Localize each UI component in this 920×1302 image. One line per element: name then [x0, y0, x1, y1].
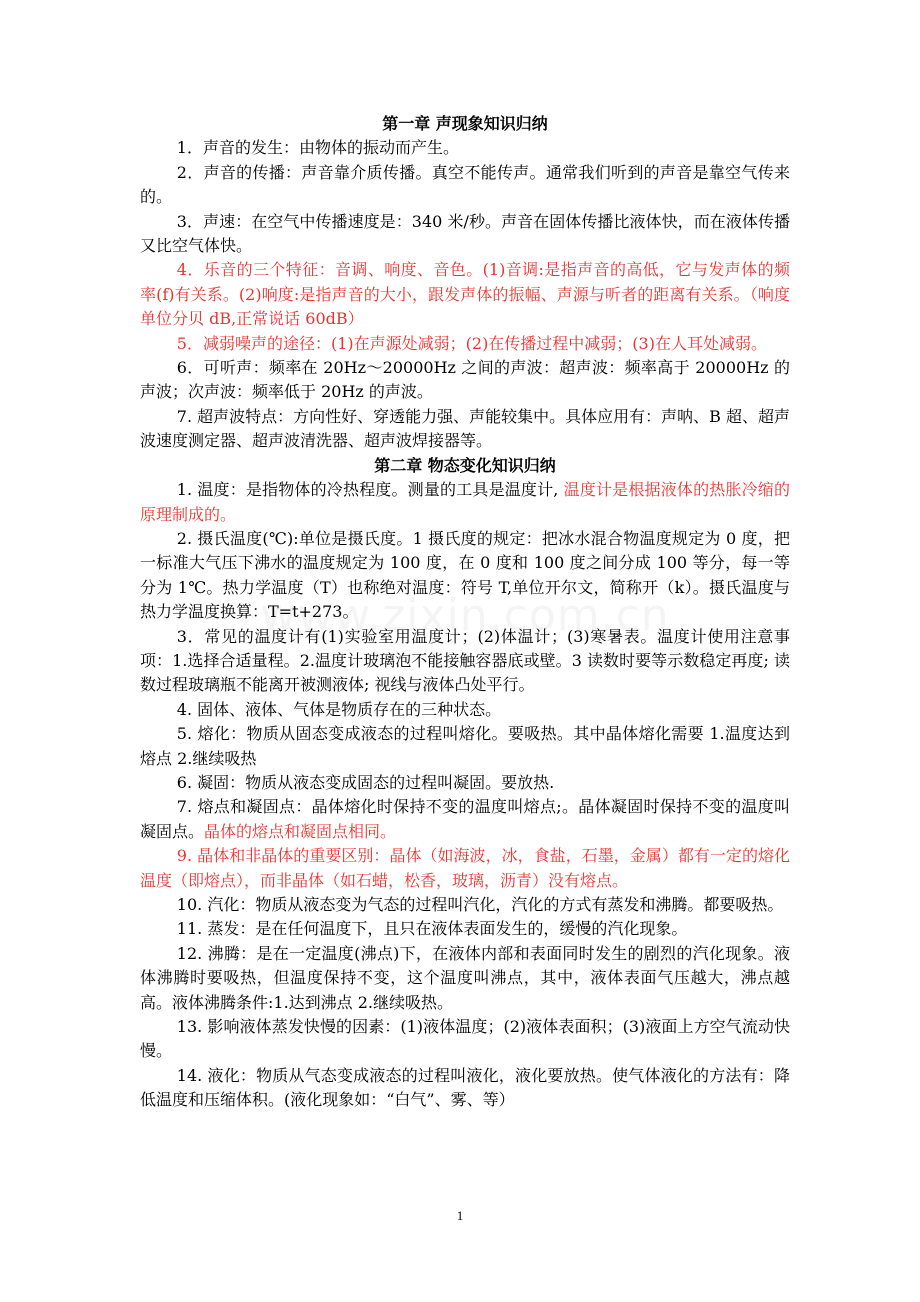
item-text: 3．声速：在空气中传播速度是：340 米/秒。声音在固体传播比液体快，而在液体传播又比空气体快。 — [140, 211, 790, 256]
item-text: 6．可听声：频率在 20Hz～20000Hz 之间的声波：超声波：频率高于 20000Hz 的声波；次声波：频率低于 20Hz 的声波。 — [140, 358, 790, 402]
item-highlight-text: 9. 晶体和非晶体的重要区别：晶体（如海波，冰，食盐，石墨，金属）都有一定的熔化温度（即熔点），而非晶体（如石蜡，松香，玻璃，沥青）没有熔点。 — [140, 846, 790, 890]
chapter-2-item — [140, 1064, 790, 1113]
item-text: 13. 影响液体蒸发快慢的因素：(1)液体温度；(2)液体表面积；(3)液面上方空气流动快慢。 — [140, 1017, 790, 1061]
item-text: 6. 凝固：物质从液态变成固态的过程叫凝固。要放热. — [176, 772, 555, 792]
chapter-2-item — [140, 698, 790, 722]
chapter-1-item — [140, 332, 790, 356]
chapter-2-item — [140, 527, 790, 625]
chapter-1-item — [140, 136, 790, 160]
chapter-1-title: 第一章 声现象知识归纳 — [382, 114, 548, 133]
chapter-2-item — [140, 771, 790, 795]
item-highlight-text: 温度计是根据液体的热胀冷缩的原理制成的。 — [140, 480, 790, 524]
chapter-1-item — [140, 210, 790, 259]
item-text: 7. 熔点和凝固点：晶体熔化时保持不变的温度叫熔点;。晶体凝固时保持不变的温度叫凝固点。 — [140, 797, 790, 841]
chapter-2-item — [140, 1015, 790, 1064]
chapter-2-item — [140, 625, 790, 698]
item-text: 14. 液化：物质从气态变成液态的过程叫液化，液化要放热。使气体液化的方法有：降低温度和压缩体积。(液化现象如：“白气”、雾、等） — [140, 1065, 790, 1110]
item-text: 11. 蒸发：是在任何温度下，且只在液体表面发生的，缓慢的汽化现象。 — [176, 919, 688, 939]
chapter-1-item — [140, 258, 790, 331]
document-body — [140, 112, 790, 1113]
chapter-2-item — [140, 893, 790, 917]
chapter-2-item — [140, 478, 790, 527]
chapter-1-item — [140, 356, 790, 405]
chapter-2-item — [140, 844, 790, 893]
item-text: 7. 超声波特点：方向性好、穿透能力强、声能较集中。具体应用有：声呐、B 超、超声波速度测定器、超声波清洗器、超声波焊接器等。 — [140, 406, 790, 451]
item-text: 3．常见的温度计有(1)实验室用温度计；(2)体温计；(3)寒暑表。温度计使用注意事项：1.选择合适量程。2.温度计玻璃泡不能接触容器底或壁。3 读数时要等示数稳定再度; 读数过程玻璃瓶不能离开被测液体; 视线与液体凸处平行。 — [140, 626, 790, 695]
item-highlight-text: 4．乐音的三个特征：音调、响度、音色。(1)音调:是指声音的高低，它与发声体的频率(f)有关系。(2)响度:是指声音的大小，跟发声体的振幅、声源与听者的距离有关系。（响度单位分贝 dB,正常说话 60dB） — [140, 260, 790, 329]
item-text: 5. 熔化：物质从固态变成液态的过程叫熔化。要吸热。其中晶体熔化需要 1.温度达到熔点 2.继续吸热 — [140, 724, 790, 768]
item-text: 10. 汽化：物质从液态变为气态的过程叫汽化，汽化的方式有蒸发和沸腾。都要吸热。 — [176, 895, 784, 914]
item-text: 2. 摄氏温度(℃):单位是摄氏度。1 摄氏度的规定：把冰水混合物温度规定为 0 度，把一标准大气压下沸水的温度规定为 100 度，在 0 度和 100 度之间分成 100 等分，每一等分为 1℃。热力学温度（T）也称绝对温度：符号 T,单位开尔文，简称开（k）。摄氏温度与热力学温度换算：T=t+273。 — [140, 528, 790, 622]
chapter-2-item — [140, 722, 790, 771]
item-highlight-text: 5．减弱噪声的途径：(1)在声源处减弱；(2)在传播过程中减弱；(3)在人耳处减弱。 — [176, 333, 767, 353]
item-text: 12. 沸腾：是在一定温度(沸点)下，在液体内部和表面同时发生的剧烈的汽化现象。液体沸腾时要吸热，但温度保持不变，这个温度叫沸点，其中，液体表面气压越大，沸点越高。液体沸腾条件:1.达到沸点 2.继续吸热。 — [140, 943, 790, 1012]
chapter-2-title: 第二章 物态变化知识归纳 — [374, 455, 556, 475]
item-text: 1. 温度：是指物体的冷热程度。测量的工具是温度计, — [176, 480, 564, 500]
chapter-2-item — [140, 795, 790, 844]
chapter-1-item — [140, 405, 790, 454]
item-text: 4. 固体、液体、气体是物质存在的三种状态。 — [176, 699, 502, 719]
chapter-2-item — [140, 942, 790, 1015]
chapter-1-item — [140, 161, 790, 210]
item-text: 1．声音的发生：由物体的振动而产生。 — [176, 138, 459, 158]
item-text: 2．声音的传播：声音靠介质传播。真空不能传声。通常我们听到的声音是靠空气传来的。 — [140, 162, 790, 207]
item-highlight-text: 晶体的熔点和凝固点相同。 — [204, 821, 397, 841]
chapter-2-item — [140, 917, 790, 941]
page-number: 1 — [456, 1208, 464, 1223]
